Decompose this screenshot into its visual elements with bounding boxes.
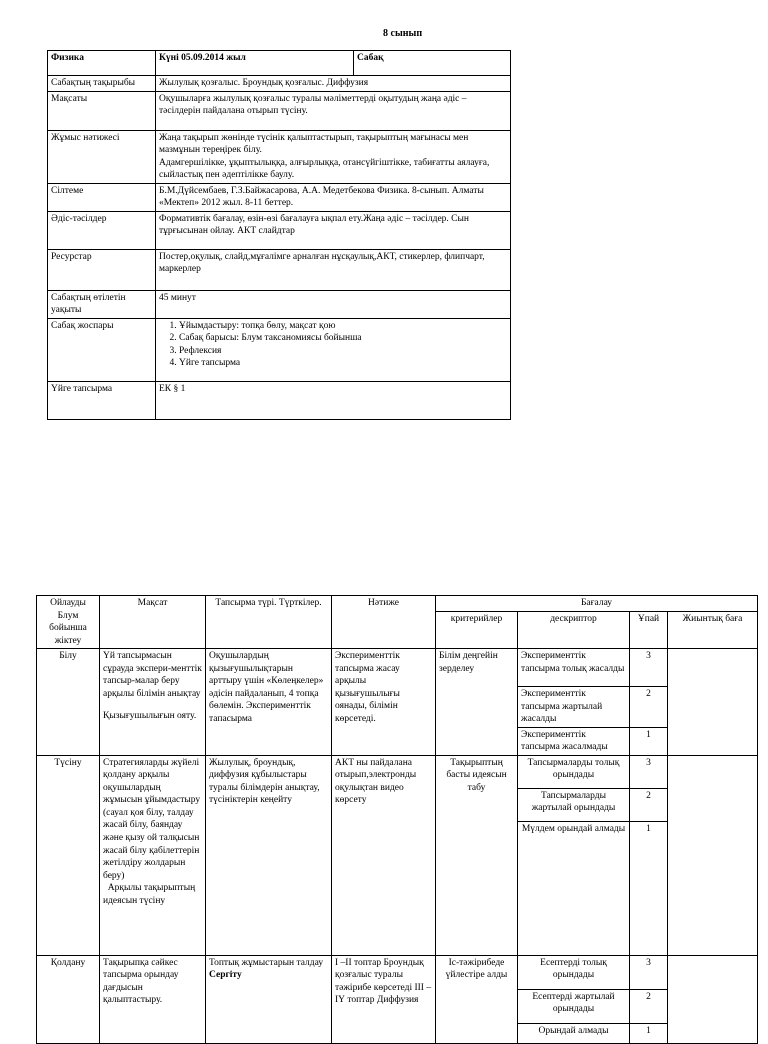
goal-text: Үй тапсырмасын сұрауда экспери-менттік тапсыр-малар беру арқылы білімін анықтау [103,651,202,699]
descriptor-cell: Есептерді жартылай орындады [518,989,630,1023]
plan-item: 3. Рефлексия [179,345,507,358]
criteria-cell: Білім деңгейін зерделеу [436,649,518,756]
plan-item: 2. Сабақ барысы: Блум таксаномиясы бойынша [179,332,507,345]
row-label: Үйге тапсырма [48,381,156,419]
task-bold-text: Сергіту [209,970,242,981]
row-label: Сабақ жоспары [48,318,156,381]
header-result: Нәтиже [332,596,436,649]
row-label: Сілтеме [48,183,156,211]
grade-title: 8 сынып [383,28,423,39]
row-value [156,130,511,183]
points-cell: 3 [630,755,668,788]
goal-text-2: Қызығушылығын ояту. [103,711,197,722]
level-cell: Түсіну [37,755,100,955]
subject-cell: Физика [48,51,156,76]
points-cell: 2 [630,687,668,728]
goal-cell: Тақырыпқа сәйкес тапсырма орындау дағдысын қалыптастыру. [100,955,206,1043]
row-value: 45 минут [156,290,511,318]
row-value: Жылулық қозғалыс. Броундық қозғалыс. Диффузия [156,76,511,92]
row-value: Постер,оқулық, слайд,мұғалімге арналған нұсқаулық,АКТ, стикерлер, флипчарт, маркерлер [156,249,511,290]
total-cell [668,755,758,955]
assessment-table [36,595,758,1044]
row-label: Әдіс-тәсілдер [48,211,156,249]
row-value: Формативтік бағалау, өзін-өзі бағалауға ықпал ету.Жаңа әдіс – тәсілдер. Сын тұрғысынан ойлау. АКТ слайдтар [156,211,511,249]
result-cell: І –ІІ топтар Броундық қозғалыс туралы тәжірибе көрсетеді ІІІ – ІҮ топтар Диффузия [332,955,436,1043]
lesson-info-table [47,50,511,420]
goal-cell [100,649,206,756]
total-cell [668,955,758,1043]
descriptor-cell: Эксперименттік тапсырма жартылай жасалды [518,687,630,728]
criteria-cell: Тақырыптың басты идеясын табу [436,755,518,955]
result-cell: АКТ ны пайдалана отырып,электронды оқулықтан видео көрсету [332,755,436,955]
points-cell: 3 [630,649,668,687]
header-points: Ұпай [630,612,668,649]
row-value: Б.М.Дүйсембаев, Г.З.Байжасарова, А.А. Медетбекова Физика. 8-сынып. Алматы «Мектеп» 2012 жыл. 8-11 беттер. [156,183,511,211]
row-label: Сабақтың өтілетін уақыты [48,290,156,318]
descriptor-cell: Эксперименттік тапсырма толық жасалды [518,649,630,687]
points-cell: 2 [630,989,668,1023]
points-cell: 3 [630,955,668,989]
goal-text-2: Арқылы тақырыптың идеясын түсіну [103,883,198,906]
result-cell: Эксперименттік тапсырма жасау арқылы қызығушылығы оянады, білімін көрсетеді. [332,649,436,756]
result-line: Жаңа тақырып жөнінде түсінік қалыптастырып, тақырыптың мағынасы мен мазмұнын тереңірек білу. [159,132,469,156]
descriptor-cell: Мүлдем орындай алмады [518,821,630,955]
row-value [156,318,511,381]
header-goal: Мақсат [100,596,206,649]
task-cell: Оқушылардың қызығушылықтарын арттыру үшін «Көлеңкелер» әдісін пайдаланып, 4 топқа бөлемін. Эксперименттік тапасырма [206,649,332,756]
descriptor-cell: Тапсырмаларды толық орындады [518,755,630,788]
row-label: Мақсаты [48,91,156,130]
descriptor-cell: Тапсырмаларды жартылай орындады [518,788,630,821]
task-text: Топтық жұмыстарын талдау [209,957,324,968]
lesson-plan-list [159,320,507,370]
goal-text: Стратегияларды жүйелі қолдану арқылы оқушылардың жұмысын ұйымдастыру (сауал қоя білу, талдау жасай білу, баяндау және қызу ой талқысын жасай білу қабілеттерін жетілдіру жолдарын беру) [103,757,201,881]
goal-cell [100,755,206,955]
points-cell: 2 [630,788,668,821]
row-label: Ресурстар [48,249,156,290]
task-cell [206,955,332,1043]
row-label: Жұмыс нәтижесі [48,130,156,183]
result-line: Адамгершілікке, ұқыптылыққа, алғырлыққа, отансүйгіштікке, табиғатты аялауға, сыйластық пен әдептілікке баулу. [159,157,490,181]
points-cell: 1 [630,821,668,955]
row-label: Сабақтың тақырыбы [48,76,156,92]
descriptor-cell: Есептерді толық орындады [518,955,630,989]
points-cell: 1 [630,1023,668,1043]
header-level: Ойлауды Блум бойынша жіктеу [37,596,100,649]
header-criteria: критерийлер [436,612,518,649]
level-cell: Қолдану [37,955,100,1043]
level-cell: Білу [37,649,100,756]
criteria-cell: Іс-тәжірибеде үйлестіре алды [436,955,518,1043]
descriptor-cell: Эксперименттік тапсырма жасалмады [518,727,630,755]
header-task: Тапсырма түрі. Түрткілер. [206,596,332,649]
header-total: Жиынтық баға [668,612,758,649]
plan-item: 4. Үйге тапсырма [179,357,507,370]
header-descriptor: дескриптор [518,612,630,649]
points-cell: 1 [630,727,668,755]
plan-item: 1. Ұйымдастыру: топқа бөлу, мақсат қою [179,320,507,333]
row-value: ЕК § 1 [156,381,511,419]
lesson-label-cell: Сабақ [354,51,511,76]
task-cell: Жылулық, броундық, диффузия құбылыстары туралы білімдерін анықтау, түсініктерін кеңейту [206,755,332,955]
header-grading: Бағалау [436,596,758,612]
row-value: Оқушыларға жылулық қозғалыс туралы мәліметтерді оқытудың жаңа әдіс –тәсілдерін пайдалана отырып түсіну. [156,91,511,130]
total-cell [668,649,758,756]
date-cell: Күні 05.09.2014 жыл [156,51,354,76]
descriptor-cell: Орындай алмады [518,1023,630,1043]
